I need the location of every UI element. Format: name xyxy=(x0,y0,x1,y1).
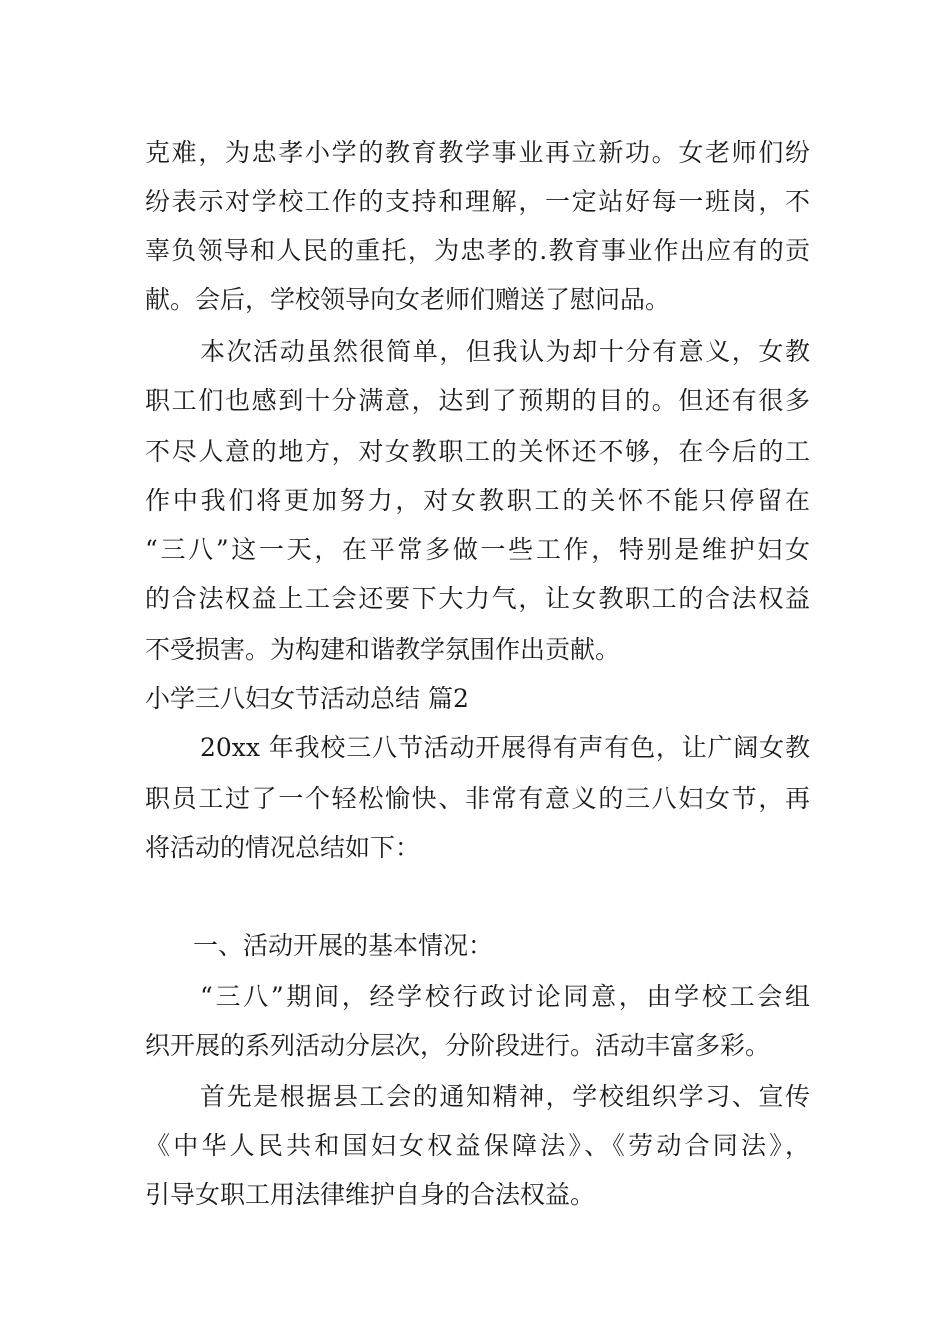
paragraph-1-line: 克难，为忠孝小学的教育教学事业再立新功。女老师们纷 xyxy=(145,138,810,167)
paragraph-2-line: 职工们也感到十分满意，达到了预期的目的。但还有很多 xyxy=(145,386,810,415)
paragraph-2-line: 作中我们将更加努力，对女教职工的关怀不能只停留在 xyxy=(145,486,810,515)
paragraph-2-line: 本次活动虽然很简单，但我认为却十分有意义，女教 xyxy=(200,337,810,366)
paragraph-3-line: 将活动的情况总结如下： xyxy=(145,833,421,862)
heading-basic-situation: 一、活动开展的基本情况： xyxy=(193,931,494,960)
paragraph-4-line: “三八”期间，经学校行政讨论同意，由学校工会组 xyxy=(200,982,810,1011)
paragraph-2-line: “三八”这一天，在平常多做一些工作，特别是维护妇女 xyxy=(145,535,810,564)
paragraph-2-line: 的合法权益上工会还要下大力气，让女教职工的合法权益 xyxy=(145,584,810,613)
paragraph-5-line: 引导女职工用法律维护自身的合法权益。 xyxy=(145,1180,596,1209)
paragraph-1-line: 辜负领导和人民的重托，为忠孝的.教育事业作出应有的贡 xyxy=(145,236,810,265)
paragraph-1-line: 纷表示对学校工作的支持和理解，一定站好每一班岗，不 xyxy=(145,187,810,216)
paragraph-2-line: 不受损害。为构建和谐教学氛围作出贡献。 xyxy=(145,635,621,664)
section-title: 小学三八妇女节活动总结 篇2 xyxy=(145,684,469,713)
paragraph-2-line: 不尽人意的地方，对女教职工的关怀还不够，在今后的工 xyxy=(145,437,810,466)
paragraph-5-line: 《中华人民共和国妇女权益保障法》、《劳动合同法》， xyxy=(145,1131,810,1160)
paragraph-3-line: 20xx 年我校三八节活动开展得有声有色，让广阔女教 xyxy=(200,733,810,762)
paragraph-3-line: 职员工过了一个轻松愉快、非常有意义的三八妇女节，再 xyxy=(145,784,810,813)
paragraph-5-line: 首先是根据县工会的通知精神，学校组织学习、宣传 xyxy=(200,1082,810,1111)
paragraph-1-line: 献。会后，学校领导向女老师们赠送了慰问品。 xyxy=(145,285,671,314)
paragraph-4-line: 织开展的系列活动分层次，分阶段进行。活动丰富多彩。 xyxy=(145,1031,771,1060)
